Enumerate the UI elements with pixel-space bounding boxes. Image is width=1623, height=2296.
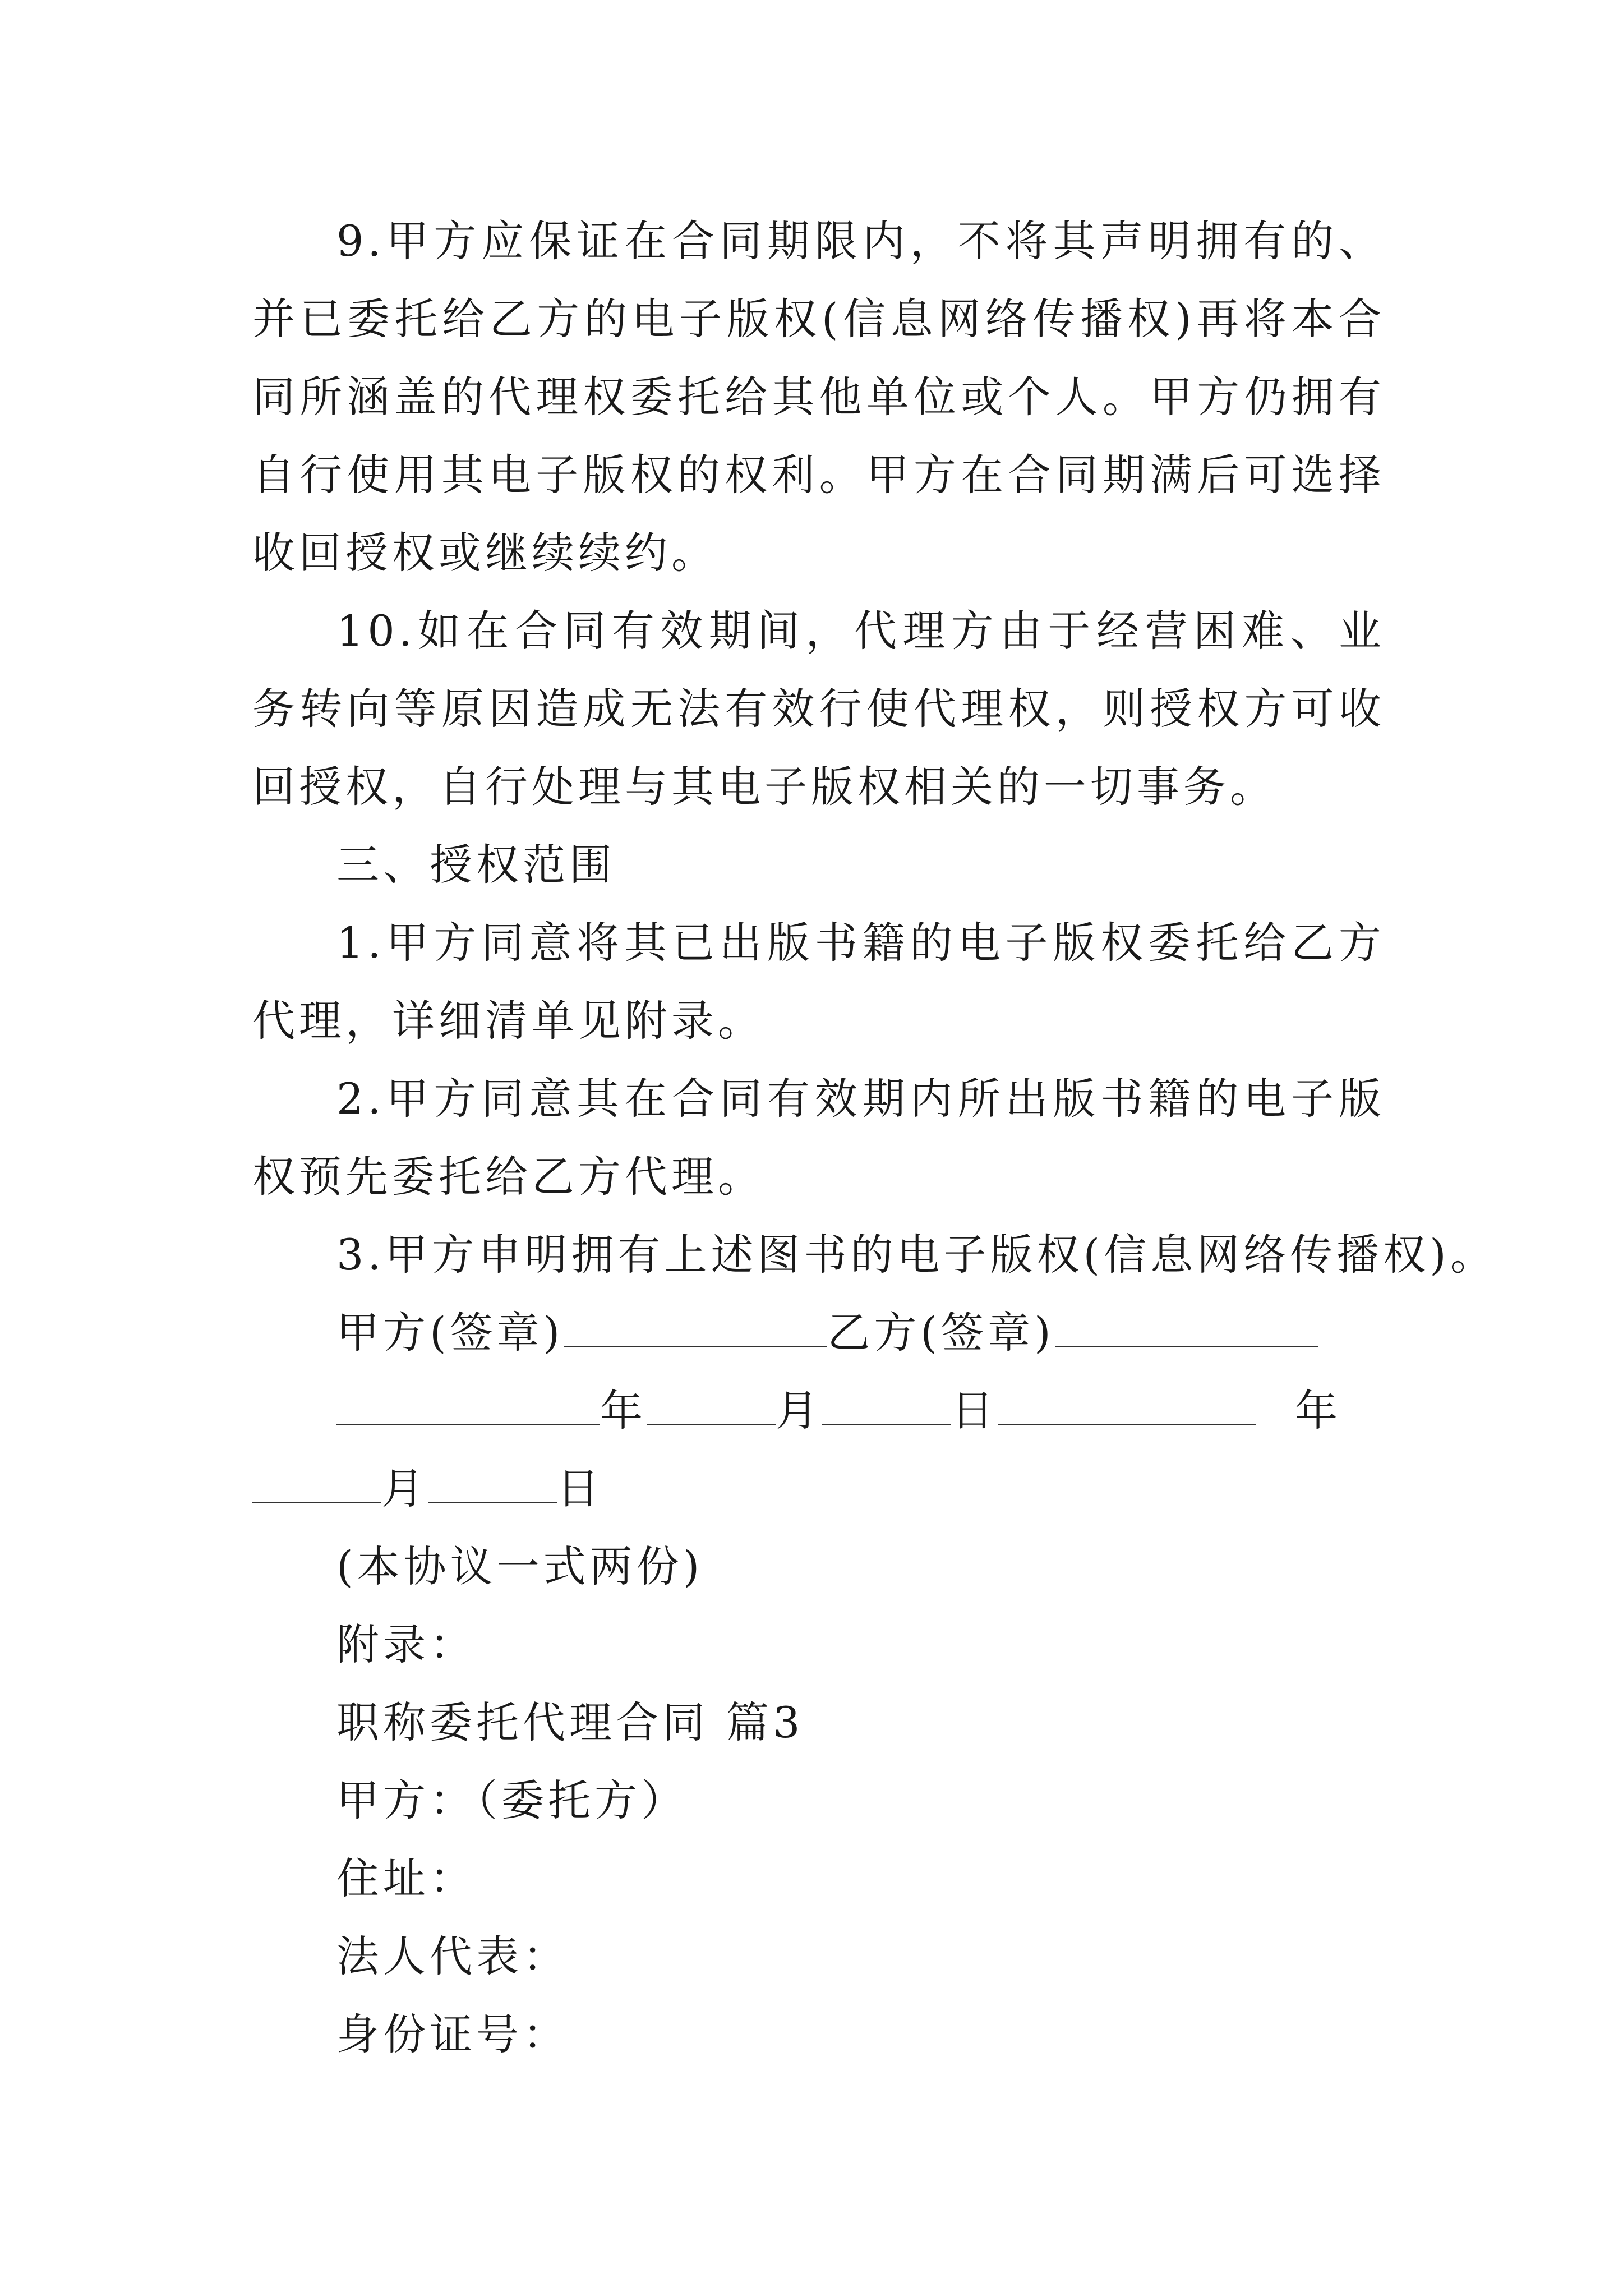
- id-number-label: 身份证号：: [336, 2009, 569, 2059]
- day-label: 日: [557, 1464, 603, 1513]
- date-blank: [336, 1380, 600, 1425]
- year-label: 年: [600, 1386, 647, 1435]
- date-blank: [428, 1458, 557, 1503]
- party-a-signature-blank: [564, 1302, 827, 1347]
- date-blank: [998, 1380, 1256, 1425]
- month-label: 月: [381, 1464, 428, 1513]
- date-blank: [647, 1380, 776, 1425]
- day-label: 日: [951, 1386, 998, 1435]
- scope-item-1: 1.甲方同意将其已出版书籍的电子版权委托给乙方代理，详细清单见附录。: [252, 918, 1385, 1046]
- party-a-signature-label: 甲方(签章): [336, 1308, 564, 1358]
- clause-9: 9.甲方应保证在合同期限内，不将其声明拥有的、并已委托给乙方的电子版权(信息网络传播权)再将本合同所涵盖的代理权委托给其他单位或个人。甲方仍拥有自行使用其电子版权的权利。甲方在合同期满后可选择收回授权或继续续约。: [252, 216, 1385, 578]
- document-page: [252, 202, 1497, 2073]
- date-blank: [252, 1458, 381, 1503]
- party-b-signature-blank: [1055, 1302, 1318, 1347]
- party-a-label: 甲方：（委托方）: [336, 1775, 688, 1825]
- copies-note: (本协议一式两份): [336, 1542, 704, 1591]
- date-blank: [822, 1380, 951, 1425]
- legal-rep-label: 法人代表：: [336, 1931, 569, 1981]
- signature-line: [252, 1294, 1385, 1372]
- scope-item-2: 2.甲方同意其在合同有效期内所出版书籍的电子版权预先委托给乙方代理。: [252, 1074, 1385, 1202]
- clause-10: 10.如在合同有效期间，代理方由于经营困难、业务转向等原因造成无法有效行使代理权，则授权方可收回授权，自行处理与其电子版权相关的一切事务。: [252, 606, 1385, 812]
- section-heading-scope: 三、授权范围: [336, 840, 616, 890]
- next-contract-title: 职称委托代理合同 篇3: [336, 1697, 804, 1747]
- date-line-1: [252, 1372, 1385, 1450]
- month-label: 月: [776, 1386, 822, 1435]
- scope-item-3: 3.甲方申明拥有上述图书的电子版权(信息网络传播权)。: [336, 1230, 1497, 1280]
- address-label: 住址：: [336, 1853, 476, 1903]
- date-line-2: [252, 1450, 1385, 1527]
- year-label: 年: [1295, 1386, 1341, 1435]
- appendix-label: 附录：: [336, 1619, 476, 1669]
- party-b-signature-label: 乙方(签章): [827, 1308, 1055, 1358]
